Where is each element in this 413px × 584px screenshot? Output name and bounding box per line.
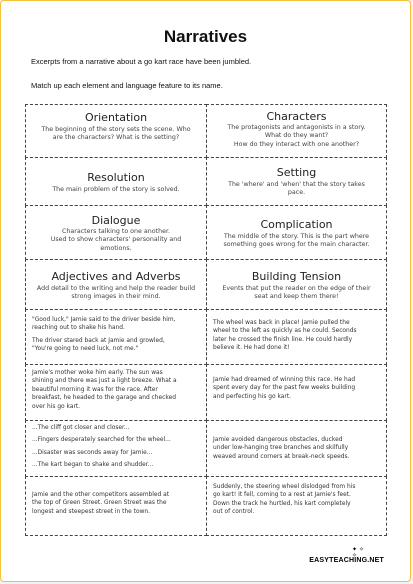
excerpt-line: go kart! It fell, coming to a rest at Jamie's feet.	[213, 492, 351, 499]
brand-logo: EASYTEACHING.NET	[309, 557, 384, 564]
excerpt-line: The driver stared back at Jamie and growled,	[32, 337, 165, 344]
excerpt-line: Down the track he hurtled, his kart completely	[213, 500, 351, 507]
excerpt-line: spent every day for the past few weeks building	[213, 385, 356, 392]
excerpt-line: reaching out to shake his hand.	[32, 325, 125, 332]
excerpt-line: ...The cliff got closer and closer...	[32, 425, 130, 431]
card-desc-line: are the characters? What is the setting?	[52, 134, 180, 142]
card-desc-line: something goes wrong for the main character.	[223, 241, 370, 249]
card-desc-line: The beginning of the story sets the scene. Who	[41, 126, 191, 133]
excerpt-line: The wheel was back in place! Jamie pulled the	[213, 320, 350, 326]
card-desc-line: Events that put the reader on the edge of their	[222, 285, 371, 292]
excerpt-line: wheel to the left as quickly as he could. Seconds	[213, 328, 357, 335]
excerpt-line: Jamie avoided dangerous obstacles, ducked	[213, 437, 343, 443]
card-desc-line: The 'where' and 'when' that the story takes	[228, 181, 365, 188]
intro-line-1: Excerpts from a narrative about a go kart race have been jumbled.	[31, 57, 252, 66]
excerpt-line: ...Fingers desperately searched for the wheel...	[32, 437, 171, 444]
book-stars-icon: ✦ ✧ ✧	[352, 546, 364, 559]
excerpt-resolution	[206, 309, 387, 365]
card-desc-line: The middle of the story. This is the part where	[223, 233, 370, 240]
excerpt-line: believe it. He had done it!	[213, 345, 290, 352]
card-orientation	[25, 104, 207, 158]
excerpt-complication	[206, 476, 387, 536]
excerpt-line: and perfecting his go kart.	[213, 393, 292, 400]
card-desc-line: How do they interact with one another?	[233, 140, 360, 148]
card-heading: Adjectives and Adverbs	[51, 270, 181, 283]
excerpt-line: beautiful morning it was for the race. After	[32, 386, 158, 393]
card-adjectives-adverbs	[25, 259, 207, 310]
card-heading: Dialogue	[91, 214, 141, 227]
excerpt-line: ...The kart began to shake and shudder...	[32, 462, 154, 469]
card-desc-line: seat and keep them there!	[254, 293, 339, 301]
card-heading: Characters	[266, 110, 327, 123]
card-heading: Setting	[276, 166, 317, 179]
excerpt-orientation	[25, 364, 207, 421]
card-desc-line: The protagonists and antagonists in a story.	[227, 124, 366, 131]
excerpt-line: "Good luck," Jamie said to the driver beside him,	[32, 317, 176, 323]
excerpt-line: "You're going to need luck, not me."	[32, 346, 139, 353]
excerpt-line: breakfast, he headed to the garage and checked	[32, 395, 176, 402]
excerpt-adjectives-adverbs	[206, 420, 387, 477]
card-desc-line: The main problem of the story is solved.	[52, 186, 180, 193]
card-heading: Building Tension	[251, 270, 342, 283]
card-desc-line: Used to show characters' personality and	[50, 236, 182, 244]
excerpt-line: longest and steepest street in the town.	[32, 508, 151, 515]
excerpt-line: weaved around corners at break-neck speeds.	[213, 453, 350, 460]
card-characters	[206, 104, 387, 158]
excerpt-characters	[206, 364, 387, 421]
excerpt-line: out of control.	[213, 509, 255, 516]
excerpt-line: under low-hanging tree branches and skilfully	[213, 445, 349, 452]
card-desc-line: What do they want?	[264, 132, 329, 140]
card-building-tension	[206, 259, 387, 310]
card-complication	[206, 205, 387, 260]
card-desc-line: strong images in their mind.	[71, 293, 161, 301]
excerpt-line: the top of Green Street. Green Street was the	[32, 500, 167, 507]
card-setting	[206, 157, 387, 206]
card-resolution	[25, 157, 207, 206]
excerpt-line: ...Disaster was seconds away for Jamie...	[32, 449, 153, 456]
excerpt-line: shining and there was just a light breeze. What a	[32, 378, 177, 385]
excerpt-line: Suddenly, the steering wheel dislodged from his	[213, 484, 356, 490]
excerpt-setting	[25, 476, 207, 536]
card-desc-line: pace.	[287, 189, 306, 197]
intro-line-2: Match up each element and language feature to its name.	[31, 81, 223, 90]
card-desc-line: Characters talking to one another.	[62, 228, 170, 235]
card-heading: Resolution	[87, 171, 145, 184]
card-heading: Orientation	[84, 111, 148, 124]
card-desc-line: emotions.	[100, 244, 132, 252]
excerpt-dialogue	[25, 309, 207, 365]
excerpt-line: Jamie and the other competitors assembled at	[32, 492, 170, 498]
card-heading: Complication	[260, 218, 333, 231]
page-title: Narratives	[163, 27, 248, 46]
matching-grid	[25, 104, 387, 536]
excerpt-line: Jamie's mother woke him early. The sun was	[32, 370, 163, 376]
excerpt-building-tension	[25, 420, 207, 477]
excerpt-line: Jamie had dreamed of winning this race. He had	[213, 377, 356, 383]
card-dialogue	[25, 205, 207, 260]
excerpt-line: later he crossed the finish line. He could hardly	[213, 336, 353, 343]
excerpt-line: over his go kart.	[32, 403, 81, 410]
card-desc-line: Add detail to the writing and help the reader build	[36, 285, 196, 292]
